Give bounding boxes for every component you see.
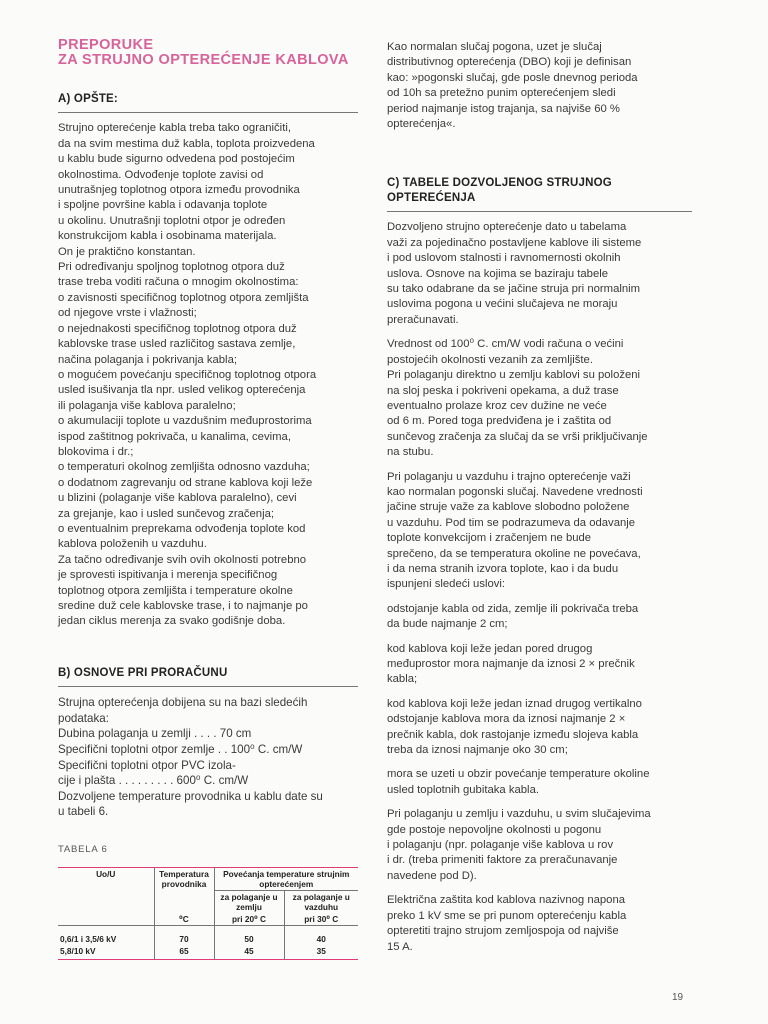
section-c-paragraph-1 <box>387 220 692 328</box>
text-line: okolnostima. Odvođenje toplote zavisi od <box>58 168 264 181</box>
col-header-sub-air: za polaganje u vazduhu <box>284 891 358 914</box>
col-header-group: Povećanja temperature strujnim opterećenjem <box>214 868 358 891</box>
text-line: Specifični toplotni otpor PVC izola- <box>58 758 236 772</box>
text-line: kablova položenih u vazduhu. <box>58 538 207 551</box>
text-line: usled isušivanja tla npr. usled velikog opterećenja <box>58 384 306 397</box>
table-cell: 45 <box>214 945 284 960</box>
text-line: postojećih okolnosti vezanih za zemljište. <box>387 353 593 366</box>
text-line: načina polaganja i pokrivanja kabla; <box>58 353 237 366</box>
title-line: PREPORUKE <box>58 37 154 53</box>
table-row <box>58 945 358 960</box>
text-line: i polaganju (npr. polaganje više kablova u rov <box>387 839 614 852</box>
text-line: o dodatnom zagrevanju od strane kablova koji leže <box>58 476 313 489</box>
text-line: na stubu. <box>387 446 434 459</box>
section-c-paragraph-3 <box>387 470 692 593</box>
text-line: Kao normalan slučaj pogona, uzet je slučaj <box>387 41 602 53</box>
col-header-temp-unit: ⁰C <box>154 891 214 926</box>
text-line: kablovske trase usled različitog sastava zemlje, <box>58 338 296 351</box>
text-line: Električna zaštita kod kablova nazivnog napona <box>387 894 626 907</box>
text-line: mora se uzeti u obzir povećanje temperature okoline <box>387 768 650 781</box>
section-c-rule <box>387 211 692 212</box>
section-c-paragraph-9 <box>387 893 692 955</box>
section-c-paragraph-4 <box>387 602 692 633</box>
section-b-rule <box>58 686 358 687</box>
table-cell: 35 <box>284 945 358 960</box>
text-line: Dozvoljeno strujno opterećenje dato u tabelama <box>387 221 627 234</box>
text-line: toplotnog otpora zemljišta i temperature okolne <box>58 584 293 597</box>
text-line: Pri polaganju u vazduhu i trajno opterećenje važi <box>387 470 631 483</box>
section-a-rule <box>58 112 358 113</box>
text-line: da bude najmanje 2 cm; <box>387 618 508 631</box>
text-line: opteretiti trajno strujom zemljospoja od najviše <box>387 925 619 938</box>
text-line: kod kablova koji leže jedan pored drugog <box>387 642 593 655</box>
text-line: i pod uslovom stalnosti i ravnomernosti okolnih <box>387 252 621 265</box>
text-line: ili polaganja više kablova paralelno; <box>58 399 236 412</box>
text-line: od 6 m. Pored toga predviđena je i zaštita od <box>387 415 612 428</box>
text-line: unutrašnjeg toplotnog otpora između provodnika <box>58 184 300 197</box>
text-line: 15 A. <box>387 940 413 953</box>
text-line: usled toplotnih gubitaka kabla. <box>387 783 539 796</box>
text-line: prečnik kabla, dok rastojanje između slojeva kabla <box>387 728 639 741</box>
text-line: podataka: <box>58 711 109 725</box>
text-line: je sprovesti ispitivanja i merenja specifičnog <box>58 569 278 582</box>
text-line: gde postoje nepovoljne okolnosti u pogonu <box>387 823 602 836</box>
table-cell: 0,6/1 i 3,5/6 kV <box>60 934 117 945</box>
text-line: Pri određivanju spoljnog toplotnog otpora duž <box>58 261 285 274</box>
text-line: odstojanje kabla od zida, zemlje ili pokrivača treba <box>387 602 639 615</box>
col-header-sub-earth: za polaganje u zemlju <box>214 891 284 914</box>
section-c-paragraph-6 <box>387 697 692 759</box>
table-cell: 50 <box>214 926 284 946</box>
text-line: o mogućem povećanju specifičnog toplotnog otpora <box>58 368 317 381</box>
col-header-uo-u: Uo/U <box>96 869 116 880</box>
text-line: uslovima pogona u većini slučajeva ne moraju <box>387 298 618 311</box>
text-line: treba da iznosi najmanje oko 30 cm; <box>387 744 568 757</box>
col-header-temperature: Temperatura provodnika <box>154 868 214 891</box>
text-line: o nejednakosti specifičnog toplotnog otpora duž <box>58 322 297 335</box>
text-line: Vrednost od 100⁰ C. cm/W vodi računa o većini <box>387 338 624 351</box>
text-line: Pri polaganju direktno u zemlju kablovi su položeni <box>387 369 641 382</box>
text-line: međuprostor mora najmanje da iznosi 2 × prečnik <box>387 658 635 670</box>
text-line: Strujna opterećenja dobijena su na bazi sledećih <box>58 696 308 710</box>
col-header-sub-air-unit: pri 30⁰ C <box>284 913 358 926</box>
text-line: ispod zaštitnog pokrivača, u kanalima, cevima, <box>58 430 291 443</box>
text-line: važi za pojedinačno postavljene kablove ili sisteme <box>387 236 642 249</box>
text-line: da na svim mestima duž kabla, toplota proizvedena <box>58 137 315 150</box>
text-line: u tabeli 6. <box>58 805 109 819</box>
section-c-paragraph-2 <box>387 337 692 460</box>
text-line: uslova. Osnove na kojima se baziraju tabele <box>387 267 609 280</box>
text-line: sprečeno, da se temperatura okoline ne povećava, <box>387 547 641 560</box>
text-line: cije i plašta . . . . . . . . . 600⁰ C. cm/W <box>58 774 249 788</box>
text-line: sunčevog zračenja za slučaj da se vrši priključivanje <box>387 430 648 443</box>
text-line: Specifični toplotni otpor zemlje . . 100⁰ C. cm/W <box>58 743 303 756</box>
text-line: i spoljne površine kabla i odavanja toplote <box>58 199 268 212</box>
text-line: u vazduhu. Pod tim se podrazumeva da odavanje <box>387 516 636 529</box>
text-line: kod kablova koji leže jedan iznad drugog vertikalno <box>387 697 642 710</box>
text-line: i dr. (treba primeniti faktore za preračunavanje <box>387 854 618 867</box>
text-line: ispunjeni sledeći uslovi: <box>387 578 506 591</box>
page-title <box>58 0 358 68</box>
table-label: TABELA 6 <box>58 843 108 855</box>
text-line: za grejanje, kao i usled sunčevog zračenja; <box>58 507 275 520</box>
text-line: eventualno prolaze kroz cev dužine ne veće <box>387 399 607 412</box>
text-line: u blizini (polaganje više kablova paralelno), cevi <box>58 492 297 505</box>
section-c-paragraph-5 <box>387 642 692 688</box>
text-line: jedan ciklus merenja za svako godišnje doba. <box>58 615 286 628</box>
text-line: Dozvoljene temperature provodnika u kablu date su <box>58 789 323 803</box>
text-line: kao: »pogonski slučaj, gde posle dnevnog perioda <box>387 71 638 84</box>
section-c-paragraph-8 <box>387 807 692 884</box>
text-line: od njegove vrste i vlažnosti; <box>58 307 197 320</box>
right-intro-body <box>387 40 692 132</box>
text-line: sredine duž cele kablovske trase, i to najmanje po <box>58 600 308 612</box>
text-line: konstrukcijom kabla i osobinama materijala. <box>58 230 277 243</box>
section-b-body <box>58 695 358 820</box>
text-line: kabla; <box>387 673 418 686</box>
text-line: jačine struje važe za kablove slobodno položene <box>387 501 630 514</box>
text-line: od 10h sa pretežno punim opterećenjem sledi <box>387 87 616 100</box>
table-cell: 65 <box>154 945 214 960</box>
text-line: preračunavati. <box>387 313 459 326</box>
text-line: navedene pod D). <box>387 869 477 882</box>
section-c-paragraph-7 <box>387 767 692 798</box>
heading-line: C) TABELE DOZVOLJENOG STRUJNOG <box>387 177 612 190</box>
text-line: u okolinu. Unutrašnji toplotni otpor je određen <box>58 214 286 227</box>
left-column <box>58 0 358 960</box>
col-header-sub-earth-unit: pri 20⁰ C <box>214 913 284 926</box>
table-cell: 40 <box>284 926 358 946</box>
text-line: odstojanje kablova mora da iznosi najmanje 2 × <box>387 713 626 726</box>
text-line: o temperaturi okolnog zemljišta odnosno vazduha; <box>58 461 310 474</box>
text-line: o akumulaciji toplote u vazdušnim međuprostorima <box>58 415 312 428</box>
text-line: preko 1 kV sme se pri punom opterećenju kabla <box>387 909 627 922</box>
text-line: Dubina polaganja u zemlji . . . . 70 cm <box>58 727 252 741</box>
data-table <box>58 867 358 960</box>
text-line: period najmanje istog trajanja, sa najviše 60 % <box>387 102 620 115</box>
right-column <box>387 0 692 955</box>
text-line: u kablu bude sigurno odvedena pod postojećim <box>58 153 295 166</box>
text-line: Strujno opterećenje kabla treba tako ograničiti, <box>58 122 291 135</box>
text-line: o zavisnosti specifičnog toplotnog otpora zemljišta <box>58 291 309 304</box>
text-line: i da nema stranih izvora toplote, kao i da budu <box>387 562 619 575</box>
table-row <box>58 926 358 946</box>
text-line: toplote konvekcijom i zračenjem ne bude <box>387 532 592 545</box>
page-number: 19 <box>672 992 684 1003</box>
table-cell: 70 <box>154 926 214 946</box>
title-line: ZA STRUJNO OPTEREĆENJE KABLOVA <box>58 52 349 68</box>
text-line: trase treba voditi računa o mnogim okolnostima: <box>58 276 299 289</box>
table-cell: 5,8/10 kV <box>60 946 96 957</box>
text-line: Za tačno određivanje svih ovih okolnosti potrebno <box>58 553 307 566</box>
text-line: o eventualnim preprekama odvođenja toplote kod <box>58 522 306 535</box>
heading-line: OPTEREĆENJA <box>387 192 476 205</box>
section-a-heading: A) OPŠTE: <box>58 93 118 105</box>
text-line: On je praktično konstantan. <box>58 245 196 258</box>
section-b-heading: B) OSNOVE PRI PRORAČUNU <box>58 666 228 679</box>
text-line: Pri polaganju u zemlju i vazduhu, u svim slučajevima <box>387 808 651 821</box>
text-line: distributivnog opterećenja (DBO) koji je definisan <box>387 56 632 69</box>
text-line: su tako odabrane da se jačine struja pri normalnim <box>387 283 641 296</box>
section-c-heading <box>387 176 692 206</box>
text-line: kao normalan pogonski slučaj. Navedene vrednosti <box>387 485 643 498</box>
text-line: na sloj peska i pokriveni opekama, a duž trase <box>387 384 619 397</box>
text-line: opterećenja«. <box>387 118 456 131</box>
section-a-body <box>58 121 358 629</box>
text-line: blokovima i dr.; <box>58 445 134 458</box>
